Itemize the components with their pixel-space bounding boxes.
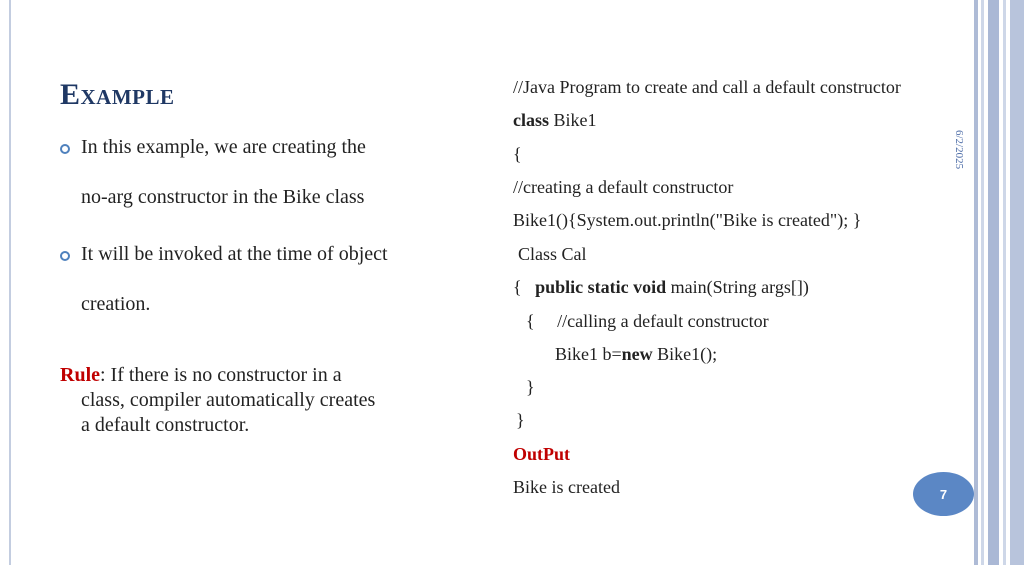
rule-label: Rule — [60, 364, 100, 386]
decor-bar — [1010, 0, 1024, 565]
code-class-decl — [513, 110, 597, 131]
code-main-signature: main(String args[]) — [670, 277, 809, 297]
code-open-brace: { — [513, 144, 522, 164]
bullet-ring-icon — [60, 144, 70, 154]
code-outer-close-brace: } — [516, 410, 525, 430]
rule-text: : If there is no constructor in a — [100, 364, 342, 386]
code-brace: { — [513, 277, 522, 297]
decor-bar — [981, 0, 984, 565]
code-comment: //creating a default constructor — [513, 177, 734, 197]
slide-title: Example — [60, 78, 175, 111]
left-border-line — [9, 0, 11, 565]
rule-line — [60, 363, 453, 388]
bullet-text-line: creation. — [81, 293, 151, 315]
rule-line: a default constructor. — [81, 414, 250, 436]
code-main-decl — [513, 277, 809, 298]
code-statement — [555, 344, 717, 365]
page-number-badge: 7 — [913, 472, 974, 516]
rule-line: class, compiler automatically creates — [81, 389, 376, 411]
output-value: Bike is created — [513, 477, 620, 497]
decor-bar — [1003, 0, 1006, 565]
code-brace: { — [526, 311, 535, 331]
code-class-cal: Class Cal — [518, 244, 587, 264]
code-comment: //calling a default constructor — [557, 311, 769, 331]
rule-paragraph — [60, 363, 453, 438]
bullet-text-line: It will be invoked at the time of object — [81, 243, 388, 265]
code-keyword: new — [621, 344, 653, 364]
bullet-text-line: In this example, we are creating the — [81, 136, 366, 158]
right-decorative-bars — [974, 0, 1024, 565]
decor-bar — [988, 0, 999, 565]
output-label: OutPut — [513, 444, 571, 464]
code-class-name: Bike1 — [553, 110, 597, 130]
code-inner-block-open — [526, 311, 769, 332]
code-comment: //Java Program to create and call a default constructor — [513, 77, 901, 97]
decor-bar — [974, 0, 978, 565]
code-keyword: class — [513, 110, 549, 130]
code-stmt-part: Bike1(); — [657, 344, 718, 364]
code-inner-close-brace: } — [526, 377, 535, 397]
code-stmt-part: Bike1 b= — [555, 344, 622, 364]
slide-date: 6/2/2025 — [953, 130, 965, 170]
code-keyword: public static void — [535, 277, 667, 297]
code-constructor: Bike1(){System.out.println("Bike is created"); } — [513, 210, 862, 230]
bullet-ring-icon — [60, 251, 70, 261]
bullet-text-line: no-arg constructor in the Bike class — [81, 186, 365, 208]
